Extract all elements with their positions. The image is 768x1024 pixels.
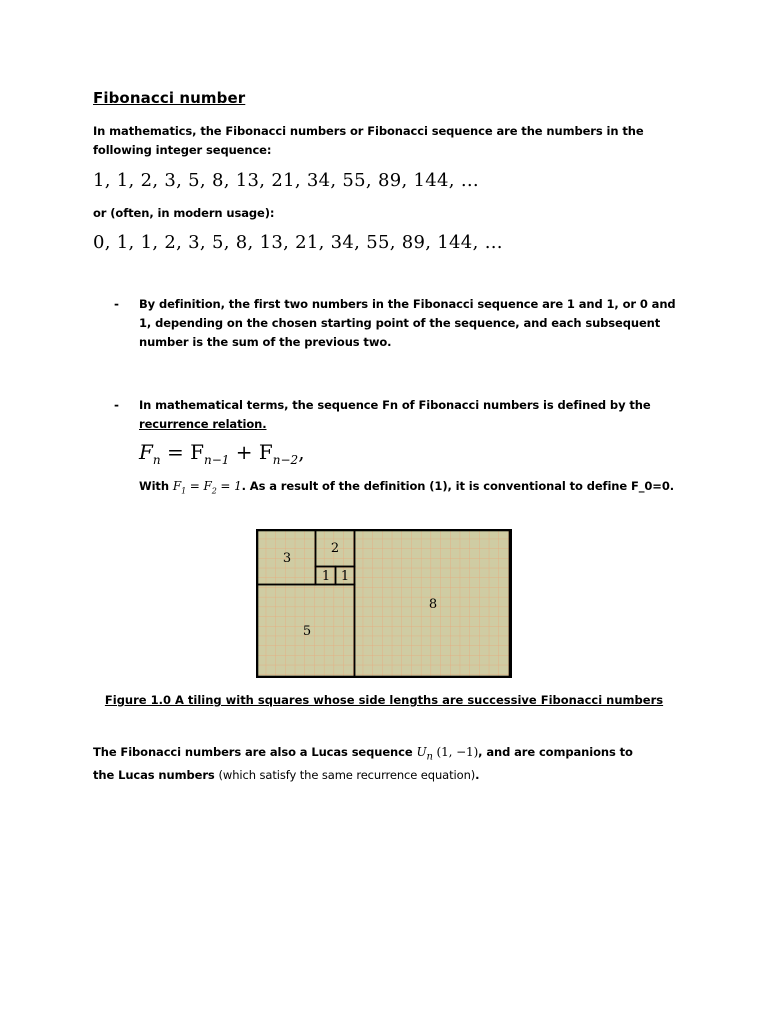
recurrence-bullet: [139, 396, 679, 434]
initial-conditions-formula: $F_1 = F_2 = 1$: [172, 479, 242, 496]
fibonacci-tiling-figure: [256, 529, 512, 679]
recurrence-bullet-text: In mathematical terms, the sequence Fn of Fibonacci numbers is defined by the: [139, 398, 651, 412]
definition-bullet: By definition, the first two numbers in the Fibonacci sequence are 1 and 1, or 0 and 1, depending on the chosen starting point of the sequence, and each subsequent number is the sum of the previous two.: [139, 297, 676, 349]
modern-usage-note: or (often, in modern usage):: [93, 206, 275, 220]
square-label-8: 8: [428, 597, 438, 612]
recurrence-relation-link[interactable]: recurrence relation.: [139, 417, 267, 431]
square-label-2: 2: [330, 541, 340, 556]
bullet-dash: -: [114, 398, 119, 412]
lucas-paragraph: The Fibonacci numbers are also a Lucas sequence $U_n$ (1, −1), and are companions to the Lucas numbers (which satisfy the same recurrence equation).: [93, 745, 633, 783]
page-title: Fibonacci number: [93, 89, 246, 107]
square-label-1a: 1: [321, 569, 331, 584]
lucas-sequence-formula: $U_n$ (1, −1): [416, 745, 479, 763]
square-label-5: 5: [302, 624, 312, 639]
bullet-dash: -: [114, 297, 119, 311]
initial-conditions-line: With $F_1 = F_2 = 1$. As a result of the definition (1), it is conventional to define F_0=0.: [139, 479, 674, 496]
fibonacci-sequence-one-start: 1, 1, 2, 3, 5, 8, 13, 21, 34, 55, 89, 144, …: [93, 170, 480, 191]
square-label-1b: 1: [340, 569, 350, 584]
recurrence-formula: $F_n = F_{n-1} + F_{n-2}$,: [139, 440, 305, 467]
fibonacci-sequence-zero-start: 0, 1, 1, 2, 3, 5, 8, 13, 21, 34, 55, 89, 144, …: [93, 232, 503, 253]
figure-caption: Figure 1.0 A tiling with squares whose side lengths are successive Fibonacci numbers: [104, 693, 664, 707]
square-label-3: 3: [282, 551, 292, 566]
intro-paragraph: In mathematics, the Fibonacci numbers or Fibonacci sequence are the numbers in the following integer sequence:: [93, 124, 644, 157]
tiling-grid: [257, 530, 511, 677]
